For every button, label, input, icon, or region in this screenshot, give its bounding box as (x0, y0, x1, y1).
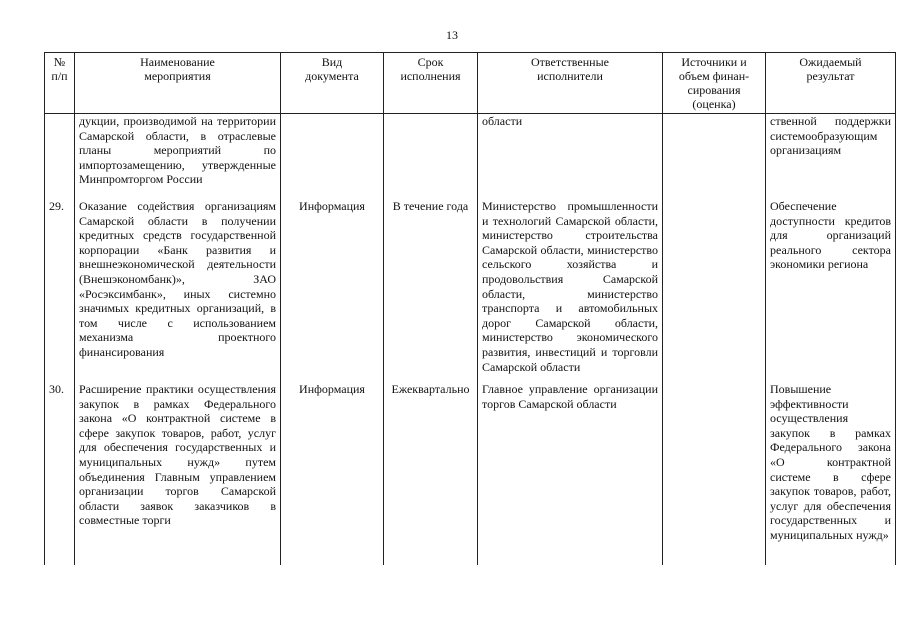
measure-name: Расширение практики осуществления закупок в рамках Федерального закона «О контрактной системе в сфере закупок товаров, работ, услуг для обеспечения государственных и муниципальных нужд» путем объединения Главным управлением организации торгов Самарской области заявок заказчиков в совместные торги (75, 374, 281, 543)
table-row (45, 187, 896, 374)
responsible-executors: Министерство промышленности и технологий Самарской области, министерство строительства Самарской области, министерство сельского хозяйства и продовольствия Самарской области, министерство транспорта и автомобильных дорог Самарской области, министерство экономического развития, инвестиций и торговли Самарской области (478, 187, 663, 374)
header-term: Срок исполнения (384, 53, 478, 114)
header-result: Ожидаемый результат (766, 53, 896, 114)
header-doc-type: Вид документа (281, 53, 384, 114)
table-row (45, 374, 896, 543)
funding-sources (663, 114, 766, 187)
execution-term: Ежеквартально (384, 374, 478, 543)
funding-sources (663, 187, 766, 374)
document-type: Информация (281, 374, 384, 543)
document-type (281, 114, 384, 187)
page-number: 13 (446, 28, 458, 42)
measure-name: дукции, производимой на территории Самарской области, в отраслевые планы мероприятий по импортозамещению, утвержденные Минпромторгом России (75, 114, 281, 187)
funding-sources (663, 374, 766, 543)
table-header-row (45, 53, 896, 114)
responsible-executors: области (478, 114, 663, 187)
header-name: Наименование мероприятия (75, 53, 281, 114)
table-row (45, 114, 896, 187)
execution-term (384, 114, 478, 187)
table-bottom-space (45, 543, 896, 565)
expected-result: ственной поддержки системообразующим организациям (766, 114, 896, 187)
row-number: 30. (45, 374, 75, 543)
document-type: Информация (281, 187, 384, 374)
row-number: 29. (45, 187, 75, 374)
expected-result: Обеспечение доступности кредитов для организаций реального сектора экономики региона (766, 187, 896, 374)
measures-table (44, 52, 896, 565)
responsible-executors: Главное управление организации торгов Самарской области (478, 374, 663, 543)
header-sources: Источники и объем финан- сирования (оценка) (663, 53, 766, 114)
header-executors: Ответственные исполнители (478, 53, 663, 114)
row-number (45, 114, 75, 187)
execution-term: В течение года (384, 187, 478, 374)
header-num: № п/п (45, 53, 75, 114)
expected-result: Повышение эффективности осуществления закупок в рамках Федерального закона «О контрактной системе в сфере закупок товаров, работ, услуг для обеспечения государственных и муниципальных нужд» (766, 374, 896, 543)
measure-name: Оказание содействия организациям Самарской области в получении кредитных средств государственной корпорации «Банк развития и внешнеэкономической деятельности (Внешэкономбанк)», ЗАО «Росэксимбанк», иных системно значимых кредитных организаций, в том числе с использованием механизма проектного финансирования (75, 187, 281, 374)
